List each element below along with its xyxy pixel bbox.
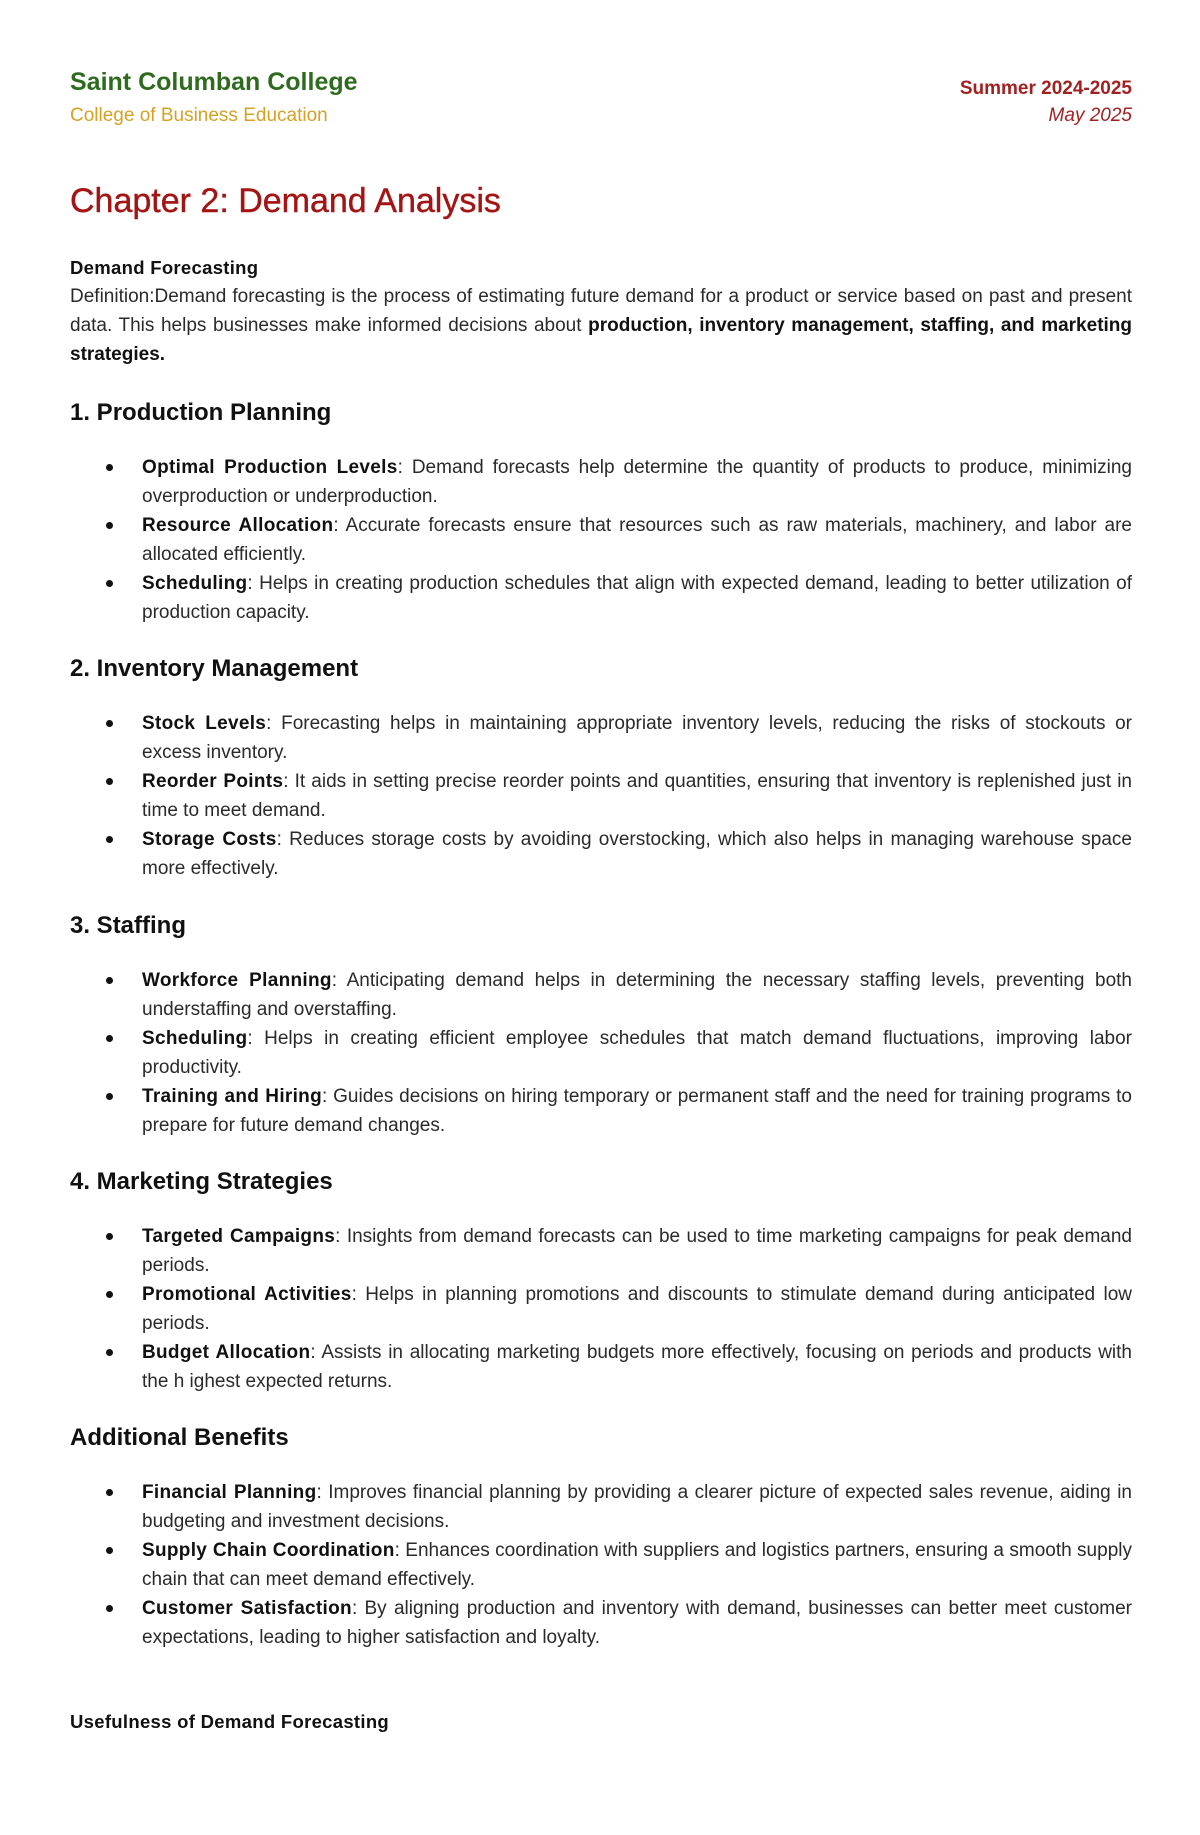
- item-text: : Assists in allocating marketing budgets more effectively, focusing on periods and products with the h ighest expected returns.: [142, 1342, 1132, 1392]
- college-name: Saint Columban College: [70, 68, 358, 96]
- bullet-icon: [106, 580, 113, 587]
- bullet-list: [70, 966, 1132, 1140]
- item-text: : Demand forecasts help determine the quantity of products to produce, minimizing overproduction or underproduction.: [142, 457, 1132, 507]
- list-item: [70, 767, 1132, 825]
- item-term: Customer Satisfaction: [142, 1598, 352, 1619]
- item-text: : Guides decisions on hiring temporary or permanent staff and the need for training programs to prepare for future demand changes.: [142, 1086, 1132, 1136]
- list-item: [70, 511, 1132, 569]
- list-item: [70, 709, 1132, 767]
- definition-paragraph: [70, 282, 1132, 369]
- definition-text: Definition:Demand forecasting is the process of estimating future demand for a product or service based on past and present data. This helps businesses make informed decisions about: [70, 286, 1132, 336]
- section-title: 4. Marketing Strategies: [70, 1168, 333, 1195]
- usefulness-heading: Usefulness of Demand Forecasting: [70, 1711, 390, 1732]
- item-term: Financial Planning: [142, 1482, 317, 1503]
- item-text: : Forecasting helps in maintaining appropriate inventory levels, reducing the risks of stockouts or excess inventory.: [142, 713, 1132, 763]
- list-item: [70, 1338, 1132, 1396]
- item-term: Stock Levels: [142, 713, 267, 734]
- bullet-icon: [106, 522, 113, 529]
- list-item: [70, 1478, 1132, 1536]
- item-term: Scheduling: [142, 573, 248, 594]
- bullet-list: [70, 1222, 1132, 1396]
- item-term: Training and Hiring: [142, 1086, 322, 1107]
- item-term: Workforce Planning: [142, 970, 332, 991]
- section-title: 3. Staffing: [70, 912, 187, 939]
- list-item: [70, 1222, 1132, 1280]
- section-title: 2. Inventory Management: [70, 655, 359, 682]
- term-label: Summer 2024-2025: [959, 78, 1132, 99]
- bullet-icon: [106, 1489, 113, 1496]
- list-item: [70, 1594, 1132, 1652]
- item-text: : Insights from demand forecasts can be used to time marketing campaigns for peak demand periods.: [142, 1226, 1133, 1276]
- item-text: : Helps in creating production schedules that align with expected demand, leading to better utilization of production capacity.: [142, 573, 1132, 623]
- item-term: Storage Costs: [142, 829, 277, 850]
- forecasting-heading: Demand Forecasting: [70, 257, 259, 278]
- item-term: Budget Allocation: [142, 1342, 311, 1363]
- item-term: Scheduling: [142, 1028, 248, 1049]
- bullet-icon: [106, 1547, 113, 1554]
- bullet-icon: [106, 1605, 113, 1612]
- list-item: [70, 1024, 1132, 1082]
- list-item: [70, 1536, 1132, 1594]
- bullet-icon: [106, 1233, 113, 1240]
- item-term: Targeted Campaigns: [142, 1226, 336, 1247]
- bullet-list: [70, 709, 1132, 883]
- list-item: [70, 825, 1132, 883]
- section-title: Additional Benefits: [70, 1424, 289, 1451]
- item-term: Resource Allocation: [142, 515, 334, 536]
- bullet-list: [70, 453, 1132, 627]
- item-text: : Reduces storage costs by avoiding overstocking, which also helps in managing warehouse space more effectively.: [142, 829, 1132, 879]
- item-term: Optimal Production Levels: [142, 457, 398, 478]
- item-term: Supply Chain Coordination: [142, 1540, 395, 1561]
- list-item: [70, 1280, 1132, 1338]
- definition-bold-text: production, inventory management, staffing, and marketing strategies.: [70, 315, 1133, 365]
- list-item: [70, 569, 1132, 627]
- bullet-icon: [106, 1291, 113, 1298]
- list-item: [70, 1082, 1132, 1140]
- item-text: : Helps in creating efficient employee schedules that match demand fluctuations, improving labor productivity.: [142, 1028, 1132, 1078]
- item-term: Reorder Points: [142, 771, 284, 792]
- chapter-title: Chapter 2: Demand Analysis: [70, 182, 501, 220]
- list-item: [70, 966, 1132, 1024]
- item-text: : Accurate forecasts ensure that resources such as raw materials, machinery, and labor are allocated efficiently.: [142, 515, 1132, 565]
- item-text: : It aids in setting precise reorder points and quantities, ensuring that inventory is replenished just in time to meet demand.: [142, 771, 1132, 821]
- item-text: : Anticipating demand helps in determining the necessary staffing levels, preventing both understaffing and overstaffing.: [142, 970, 1132, 1020]
- bullet-icon: [106, 1349, 113, 1356]
- list-item: [70, 453, 1132, 511]
- page-header: [70, 68, 1132, 138]
- item-term: Promotional Activities: [142, 1284, 352, 1305]
- bullet-icon: [106, 836, 113, 843]
- bullet-icon: [106, 1035, 113, 1042]
- item-text: : Enhances coordination with suppliers and logistics partners, ensuring a smooth supply chain that can meet demand effectively.: [142, 1540, 1132, 1590]
- bullet-icon: [106, 720, 113, 727]
- item-text: : By aligning production and inventory with demand, businesses can better meet customer expectations, leading to higher satisfaction and loyalty.: [142, 1598, 1133, 1648]
- bullet-icon: [106, 464, 113, 471]
- bullet-icon: [106, 977, 113, 984]
- item-text: : Improves financial planning by providing a clearer picture of expected sales revenue, aiding in budgeting and investment decisions.: [142, 1482, 1132, 1532]
- term-date: May 2025: [1048, 105, 1132, 126]
- item-text: : Helps in planning promotions and discounts to stimulate demand during anticipated low periods.: [142, 1284, 1132, 1334]
- bullet-list: [70, 1478, 1132, 1652]
- bullet-icon: [106, 1093, 113, 1100]
- department-name: College of Business Education: [70, 105, 328, 126]
- section-title: 1. Production Planning: [70, 399, 332, 426]
- bullet-icon: [106, 778, 113, 785]
